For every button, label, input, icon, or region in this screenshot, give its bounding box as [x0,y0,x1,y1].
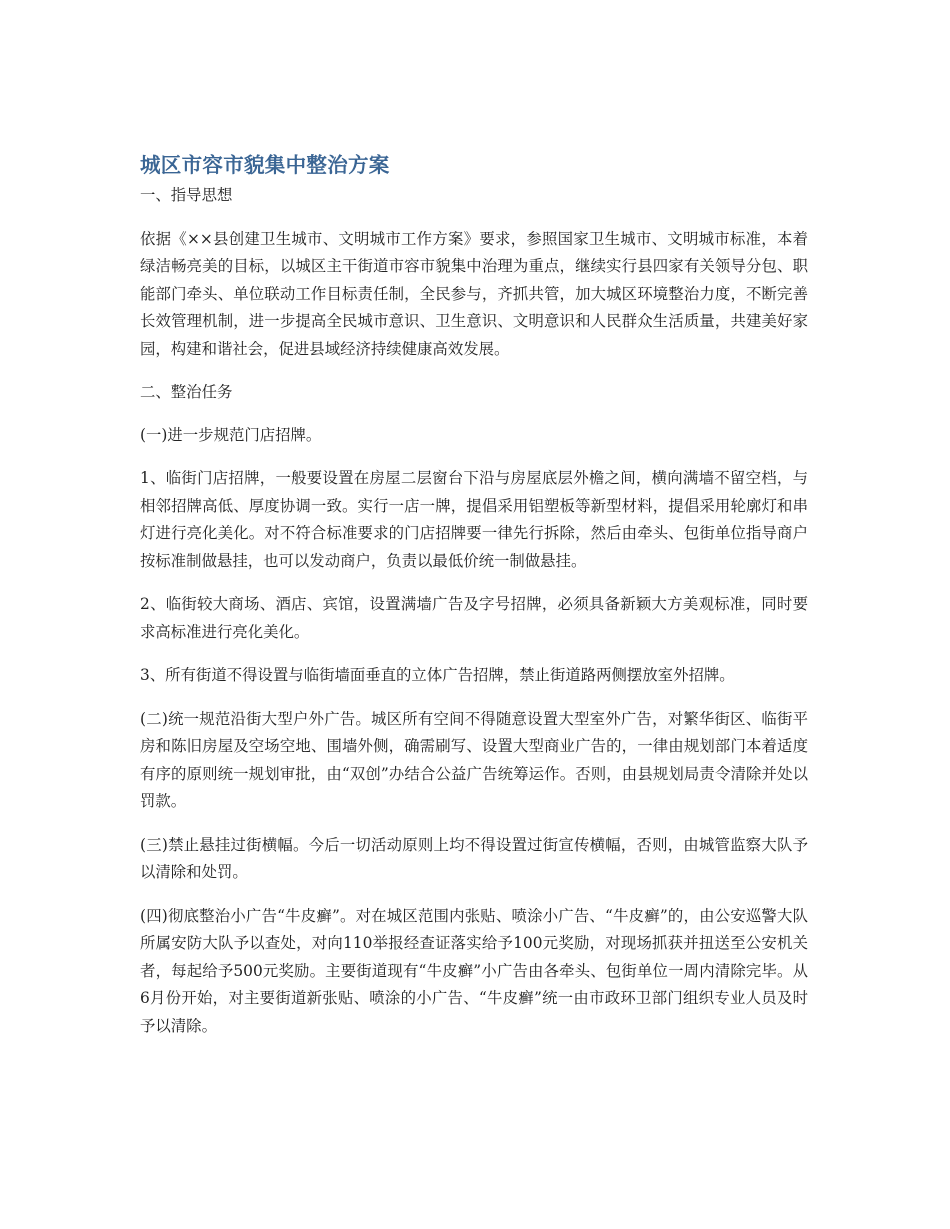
paragraph-task-4: (四)彻底整治小广告“牛皮癣”。对在城区范围内张贴、喷涂小广告、“牛皮癣”的，由公安巡警大队所属安防大队予以查处，对向110举报经查证落实给予100元奖励，对现场抓获并扭送至公安机关者，每起给予500元奖励。主要街道现有“牛皮癣”小广告由各牵头、包街单位一周内清除完毕。从6月份开始，对主要街道新张贴、喷涂的小广告、“牛皮癣”统一由市政环卫部门组织专业人员及时予以清除。 [140,906,808,1035]
paragraph-task-1-item-1: 1、临街门店招牌，一般要设置在房屋二层窗台下沿与房屋底层外檐之间，横向满墙不留空档，与相邻招牌高低、厚度协调一致。实行一店一牌，提倡采用铝塑板等新型材料，提倡采用轮廓灯和串灯进行亮化美化。对不符合标准要求的门店招牌要一律先行拆除，然后由牵头、包街单位指导商户按标准制做悬挂，也可以发动商户，负责以最低价统一制做悬挂。 [140,469,808,570]
paragraph-task-2: (二)统一规范沿街大型户外广告。城区所有空间不得随意设置大型室外广告，对繁华街区、临街平房和陈旧房屋及空场空地、围墙外侧，确需刷写、设置大型商业广告的，一律由规划部门本着适度有序的原则统一规划审批，由“双创”办结合公益广告统筹运作。否则，由县规划局责令清除并处以罚款。 [140,709,808,810]
section-heading-tasks: 二、整治任务 [140,383,233,401]
paragraph-guiding-ideology: 依据《××县创建卫生城市、文明城市工作方案》要求，参照国家卫生城市、文明城市标准，本着绿洁畅亮美的目标，以城区主干街道市容市貌集中治理为重点，继续实行县四家有关领导分包、职能部门牵头、单位联动工作目标责任制，全民参与，齐抓共管，加大城区环境整治力度，不断完善长效管理机制，进一步提高全民城市意识、卫生意识、文明意识和人民群众生活质量，共建美好家园，构建和谐社会，促进县域经济持续健康高效发展。 [140,229,808,358]
document-page [140,150,808,1056]
section-heading-guiding-ideology: 一、指导思想 [140,186,233,204]
paragraph-task-1-heading: (一)进一步规范门店招牌。 [140,425,322,444]
paragraph-task-1-item-3: 3、所有街道不得设置与临街墙面垂直的立体广告招牌，禁止街道路两侧摆放室外招牌。 [140,666,735,684]
document-title: 城区市容市貌集中整治方案 [140,153,390,177]
paragraph-task-3: (三)禁止悬挂过街横幅。今后一切活动原则上均不得设置过街宣传横幅，否则，由城管监察大队予以清除和处罚。 [140,835,808,881]
paragraph-task-1-item-2: 2、临街较大商场、酒店、宾馆，设置满墙广告及字号招牌，必须具备新颖大方美观标准，同时要求高标准进行亮化美化。 [140,595,808,641]
